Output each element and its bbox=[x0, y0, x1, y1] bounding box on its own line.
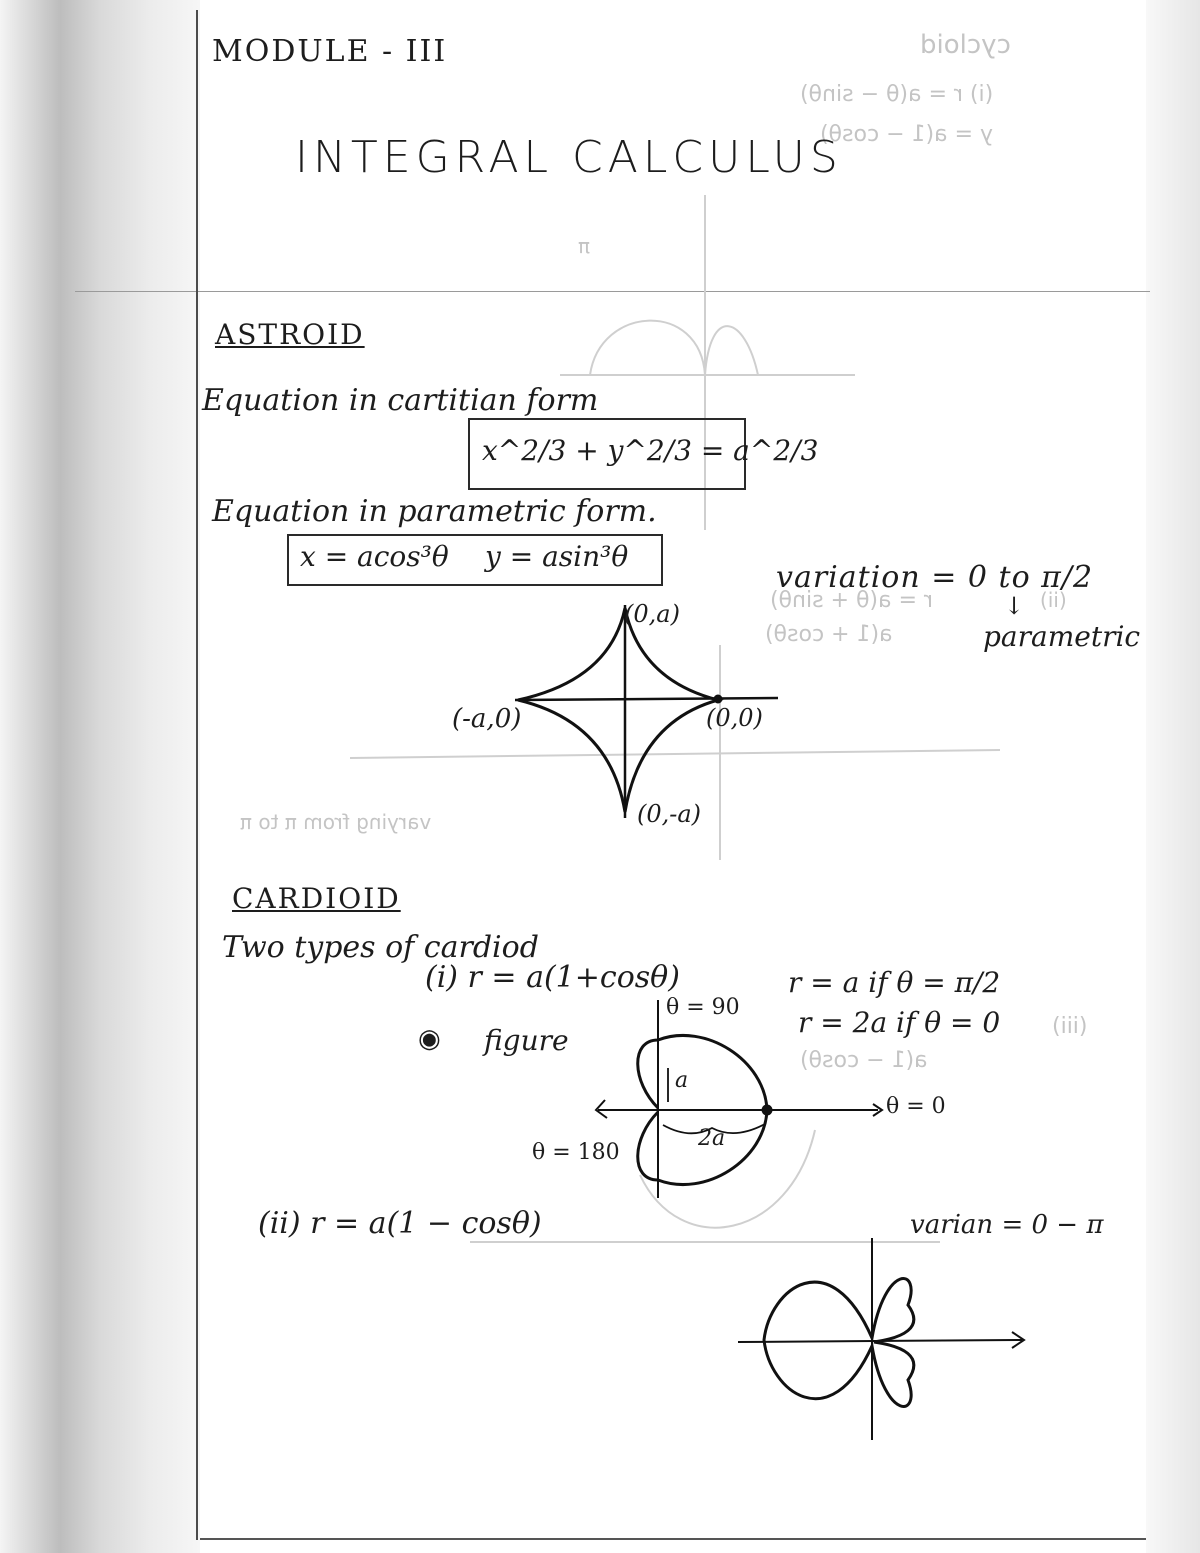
bleed-iii: (iii) bbox=[1052, 1014, 1088, 1039]
bleed-cycloid: cycloid bbox=[920, 30, 1011, 60]
astroid-parametric-y: y = asin³θ bbox=[485, 540, 629, 573]
bleed-r1: (i) r = a(θ − sinθ) bbox=[800, 82, 994, 107]
astroid-heading: ASTROID bbox=[215, 318, 365, 351]
cardioid-type1: (i) r = a(1+cosθ) bbox=[425, 960, 680, 995]
cardioid-label-2a: 2a bbox=[698, 1126, 726, 1151]
astroid-point-right: (0,0) bbox=[706, 704, 763, 732]
astroid-axis-x bbox=[515, 698, 778, 700]
astroid-point-right bbox=[714, 695, 722, 703]
bleed-mid1: r = a(θ + sinθ) bbox=[770, 588, 933, 613]
astroid-point-top: (0,a) bbox=[624, 600, 680, 628]
bleed-mid3: (ii) bbox=[1040, 588, 1067, 612]
module-label: MODULE - III bbox=[212, 34, 448, 69]
bleed-arch-left bbox=[590, 321, 705, 375]
bleed-mid2: a(1 + cosθ) bbox=[765, 622, 893, 647]
cardioid-variation2: varian = 0 − π bbox=[910, 1210, 1104, 1240]
astroid-curve bbox=[518, 608, 718, 812]
bleed-r2: y = a(1 − cosθ) bbox=[820, 122, 993, 147]
bleed-varying: varying from π to π bbox=[240, 810, 432, 834]
cardioid-intro: Two types of cardiod bbox=[222, 930, 539, 965]
bleed-pi: π bbox=[578, 234, 591, 258]
cardioid1-point bbox=[762, 1105, 772, 1115]
cardioid-theta-0: θ = 0 bbox=[886, 1094, 946, 1119]
astroid-cartesian-eq: x^2/3 + y^2/3 = a^2/3 bbox=[482, 434, 819, 467]
cardioid-theta-180: θ = 180 bbox=[532, 1140, 620, 1165]
cardioid-label-a: a bbox=[675, 1068, 689, 1093]
cardioid-figure-label: figure bbox=[484, 1024, 569, 1057]
astroid-variation: variation = 0 to π/2 bbox=[776, 560, 1094, 595]
astroid-parametric-x: x = acos³θ bbox=[300, 540, 449, 573]
cardioid2-figure bbox=[738, 1238, 1024, 1440]
bleed-axis-long bbox=[350, 750, 1000, 758]
cardioid-type2: (ii) r = a(1 − cosθ) bbox=[258, 1206, 542, 1241]
bleed-r3: a(1 − cosθ) bbox=[800, 1048, 928, 1073]
bleed-curve bbox=[640, 1130, 815, 1228]
cardioid-theta-90: θ = 90 bbox=[666, 995, 740, 1020]
astroid-point-left: (-a,0) bbox=[452, 704, 522, 734]
page-title: INTEGRAL CALCULUS bbox=[295, 132, 843, 183]
astroid-point-bottom: (0,-a) bbox=[637, 800, 702, 828]
cardioid-cond1: r = a if θ = π/2 bbox=[788, 966, 1001, 999]
astroid-variation-arrow: ↓ bbox=[1004, 592, 1025, 620]
astroid-parametric-label: Equation in parametric form. bbox=[212, 494, 657, 529]
cardioid-cond2: r = 2a if θ = 0 bbox=[798, 1006, 1001, 1039]
bleed-arch-right bbox=[705, 326, 758, 375]
astroid-parametric-note: parametric bbox=[983, 620, 1141, 653]
astroid-cartesian-label: Equation in cartitian form bbox=[202, 383, 599, 418]
figure-bullet-icon: ◉ bbox=[418, 1024, 441, 1054]
cardioid-heading: CARDIOID bbox=[232, 882, 401, 915]
